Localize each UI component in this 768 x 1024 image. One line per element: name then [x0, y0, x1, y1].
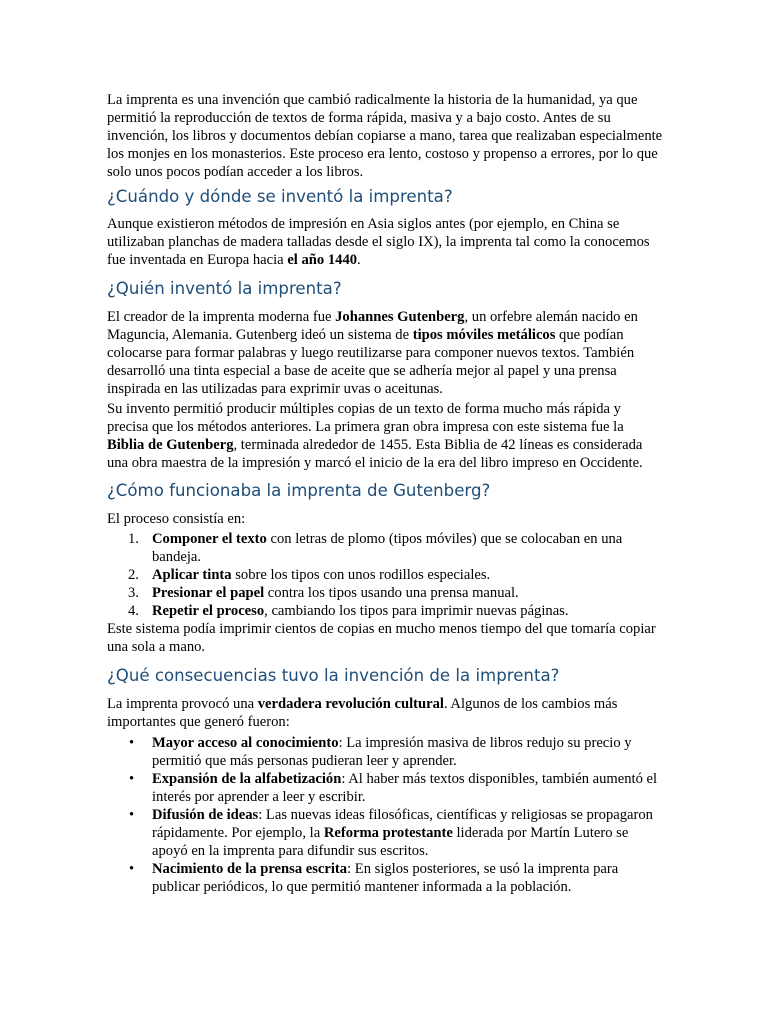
heading-como-funcionaba: ¿Cómo funcionaba la imprenta de Gutenberg? — [107, 481, 491, 500]
consequences-list — [107, 734, 663, 896]
bold-tipos-moviles: tipos móviles metálicos — [412, 327, 556, 343]
process-steps-list — [107, 530, 663, 620]
paragraph-cuando-donde: Aunque existieron métodos de impresión en Asia siglos antes (por ejemplo, en China se utilizaban planchas de madera talladas desde el siglo IX), la imprenta tal como la conocemos fue inventada en Europa hacia el año 1440. — [107, 216, 650, 268]
list-item: 2. Aplicar tinta sobre los tipos con unos rodillos especiales. — [128, 567, 491, 583]
list-item: • Expansión de la alfabetización: Al haber más textos disponibles, también aumentó el interés por aprender a leer y escribir. — [129, 771, 658, 805]
bullet-icon: • — [129, 807, 135, 823]
intro-paragraph: La imprenta es una invención que cambió radicalmente la historia de la humanidad, ya que permitió la reproducción de textos de forma rápida, masiva y a bajo costo. Antes de su invención, los libros y documentos debían copiarse a mano, tarea que realizaban especialmente los monjes en los monasterios. Este proceso era lento, costoso y propenso a errores, por lo que solo unos pocos podían acceder a los libros. — [107, 92, 663, 180]
list-item: • Difusión de ideas: Las nuevas ideas filosóficas, científicas y religiosas se propagaron rápidamente. Por ejemplo, la Reforma protestante liderada por Martín Lutero se apoyó en la imprenta para difundir sus escritos. — [129, 807, 653, 859]
list-item: • Mayor acceso al conocimiento: La impresión masiva de libros redujo su precio y permitió que más personas pudieran leer y aprender. — [129, 735, 632, 769]
bullet-icon: • — [129, 861, 135, 877]
list-item: 3. Presionar el papel contra los tipos usando una prensa manual. — [128, 585, 519, 601]
consequences-intro: La imprenta provocó una verdadera revolución cultural. Algunos de los cambios más importantes que generó fueron: — [107, 696, 618, 730]
list-item: • Nacimiento de la prensa escrita: En siglos posteriores, se usó la imprenta para publicar periódicos, lo que permitió mantener informada a la población. — [129, 861, 619, 895]
heading-consecuencias: ¿Qué consecuencias tuvo la invención de la imprenta? — [107, 666, 560, 685]
paragraph-biblia: Su invento permitió producir múltiples copias de un texto de forma mucho más rápida y precisa que los métodos anteriores. La primera gran obra impresa con este sistema fue la Biblia de Gutenberg, terminada alrededor de 1455. Esta Biblia de 42 líneas es considerada una obra maestra de la impresión y marcó el inicio de la era del libro impreso en Occidente. — [107, 401, 643, 471]
bullet-icon: • — [129, 735, 135, 751]
bullet-icon: • — [129, 771, 135, 787]
bold-revolucion: verdadera revolución cultural — [257, 696, 444, 712]
paragraph-gutenberg: El creador de la imprenta moderna fue Johannes Gutenberg, un orfebre alemán nacido en Maguncia, Alemania. Gutenberg ideó un sistema de tipos móviles metálicos que podían colocarse para formar palabras y luego reutilizarse para componer nuevos textos. También desarrolló una tinta especial a base de aceite que se adhería mejor al papel y una prensa inspirada en las utilizadas para exprimir uvas o aceitunas. — [107, 309, 638, 397]
bold-biblia: Biblia de Gutenberg — [107, 437, 234, 453]
heading-quien: ¿Quién inventó la imprenta? — [107, 279, 342, 298]
list-item: 4. Repetir el proceso, cambiando los tipos para imprimir nuevas páginas. — [128, 603, 569, 619]
process-intro: El proceso consistía en: — [107, 511, 246, 527]
list-item: 1. Componer el texto con letras de plomo (tipos móviles) que se colocaban en una bandeja. — [128, 531, 623, 565]
document-page — [107, 91, 663, 896]
bold-gutenberg: Johannes Gutenberg — [335, 309, 465, 325]
bold-year: el año 1440 — [287, 252, 358, 268]
process-outro: Este sistema podía imprimir cientos de copias en mucho menos tiempo del que tomaría copiar una sola a mano. — [107, 621, 656, 655]
heading-cuando-donde: ¿Cuándo y dónde se inventó la imprenta? — [107, 187, 453, 206]
